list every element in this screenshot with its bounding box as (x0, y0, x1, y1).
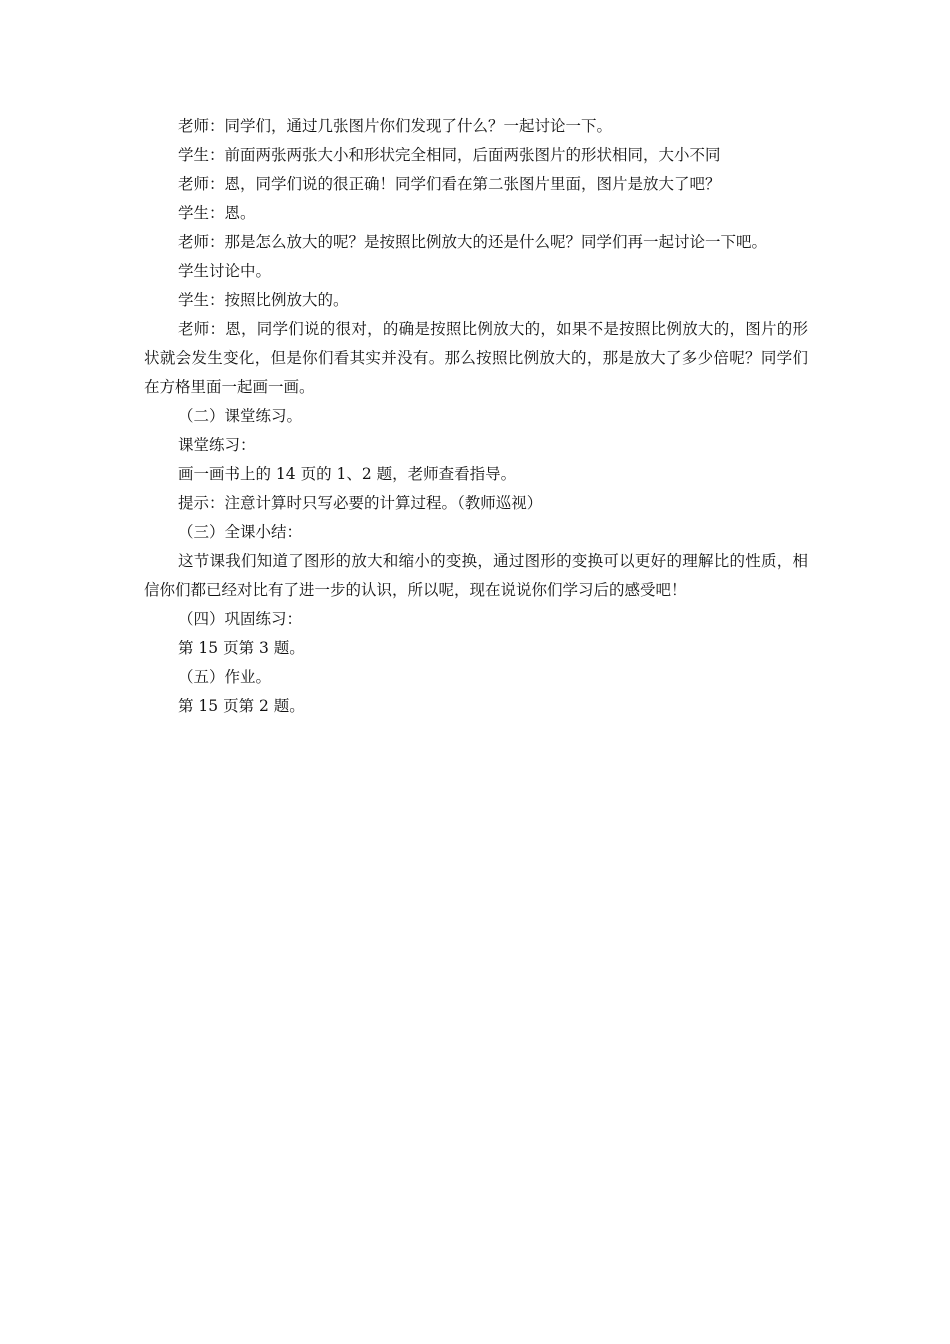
paragraph-consolidation-task: 第 15 页第 3 题。 (178, 639, 305, 657)
paragraph-practice-label: 课堂练习： (178, 436, 256, 454)
paragraph-summary: 这节课我们知道了图形的放大和缩小的变换，通过图形的变换可以更好的理解比的性质，相信你们都已经对比有了进一步的认识，所以呢，现在说说你们学习后的感受吧！ (144, 552, 808, 599)
section-heading-classroom-practice: （二）课堂练习。 (178, 407, 303, 425)
paragraph-student-discussion: 学生讨论中。 (178, 262, 272, 280)
paragraph-student-proportion: 学生：按照比例放大的。 (178, 291, 349, 309)
paragraph-practice-task: 画一画书上的 14 页的 1、2 题，老师查看指导。 (178, 465, 517, 483)
paragraph-student-answer: 学生：前面两张两张大小和形状完全相同，后面两张图片的形状相同，大小不同 (178, 146, 721, 164)
paragraph-homework-task: 第 15 页第 2 题。 (178, 697, 305, 715)
paragraph-teacher-followup: 老师：恩，同学们说的很正确！同学们看在第二张图片里面，图片是放大了吧？ (178, 175, 721, 193)
document-body (144, 112, 808, 721)
section-heading-summary: （三）全课小结： (178, 523, 303, 541)
paragraph-teacher-question: 老师：同学们，通过几张图片你们发现了什么？一起讨论一下。 (178, 117, 613, 135)
paragraph-practice-hint: 提示：注意计算时只写必要的计算过程。（教师巡视） (178, 494, 543, 512)
paragraph-teacher-explanation: 老师：恩，同学们说的很对，的确是按照比例放大的，如果不是按照比例放大的，图片的形状就会发生变化，但是你们看其实并没有。那么按照比例放大的，那是放大了多少倍呢？同学们在方格里面一起画一画。 (144, 320, 808, 396)
paragraph-student-reply: 学生：恩。 (178, 204, 256, 222)
paragraph-teacher-enlarge: 老师：那是怎么放大的呢？是按照比例放大的还是什么呢？同学们再一起讨论一下吧。 (178, 233, 768, 251)
section-heading-homework: （五）作业。 (178, 668, 272, 686)
section-heading-consolidation: （四）巩固练习： (178, 610, 303, 628)
